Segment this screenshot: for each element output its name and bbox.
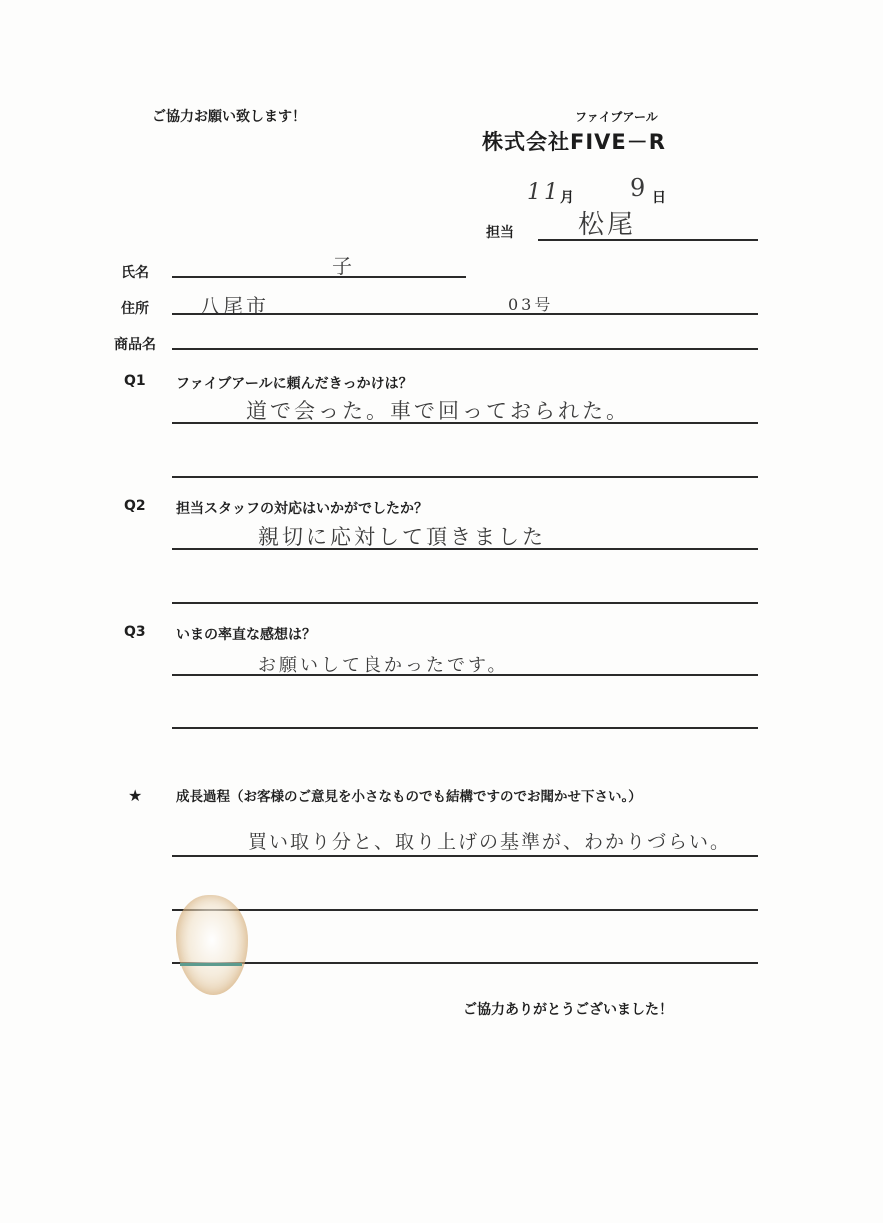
q3-text: いまの率直な感想は？ xyxy=(176,627,316,643)
address-label: 住所 xyxy=(121,301,149,317)
address-number: 03号 xyxy=(508,295,554,314)
q2-text: 担当スタッフの対応はいかがでしたか？ xyxy=(176,501,428,517)
q1-line-2 xyxy=(172,476,758,478)
address-line xyxy=(172,313,758,315)
q2-number: Q2 xyxy=(124,498,146,514)
date-day-label: 日 xyxy=(652,190,666,206)
star-mark: ★ xyxy=(128,786,143,805)
growth-line-3 xyxy=(172,962,758,964)
q3-line-1 xyxy=(172,674,758,676)
growth-answer: 買い取り分と、取り上げの基準が、わかりづらい。 xyxy=(248,831,732,853)
name-line xyxy=(172,276,466,278)
name-value: 子 xyxy=(332,254,355,278)
q3-answer: お願いして良かったです。 xyxy=(258,655,509,676)
product-label: 商品名 xyxy=(114,337,156,353)
date-month-label: 月 xyxy=(560,190,574,206)
date-day-value: 9 xyxy=(630,174,649,202)
stain-line xyxy=(180,963,242,966)
name-label: 氏名 xyxy=(121,265,149,281)
date-month-value: 11 xyxy=(527,180,561,205)
request-text: ご協力お願い致します！ xyxy=(152,109,306,125)
q1-text: ファイブアールに頼んだきっかけは？ xyxy=(176,376,413,392)
staff-value: 松尾 xyxy=(578,210,637,240)
q1-line-1 xyxy=(172,422,758,424)
coffee-stain xyxy=(176,895,248,995)
growth-line-2 xyxy=(172,909,758,911)
company-ruby: ファイブアール xyxy=(575,110,658,124)
q3-number: Q3 xyxy=(124,624,146,640)
q1-number: Q1 xyxy=(124,373,146,389)
growth-text: 成長過程（お客様のご意見を小さなものでも結構ですのでお聞かせ下さい。） xyxy=(176,789,642,805)
company-name: 株式会社FIVE－R xyxy=(482,130,666,154)
address-city: 八尾市 xyxy=(200,294,269,318)
product-line xyxy=(172,348,758,350)
q1-answer: 道で会った。車で回っておられた。 xyxy=(246,399,630,423)
q2-line-2 xyxy=(172,602,758,604)
staff-line xyxy=(538,239,758,241)
footer-thanks: ご協力ありがとうございました！ xyxy=(463,1002,673,1018)
growth-line-1 xyxy=(172,855,758,857)
q2-answer: 親切に応対して頂きました xyxy=(258,525,546,549)
q2-line-1 xyxy=(172,548,758,550)
staff-label: 担当 xyxy=(486,225,514,241)
q3-line-2 xyxy=(172,727,758,729)
